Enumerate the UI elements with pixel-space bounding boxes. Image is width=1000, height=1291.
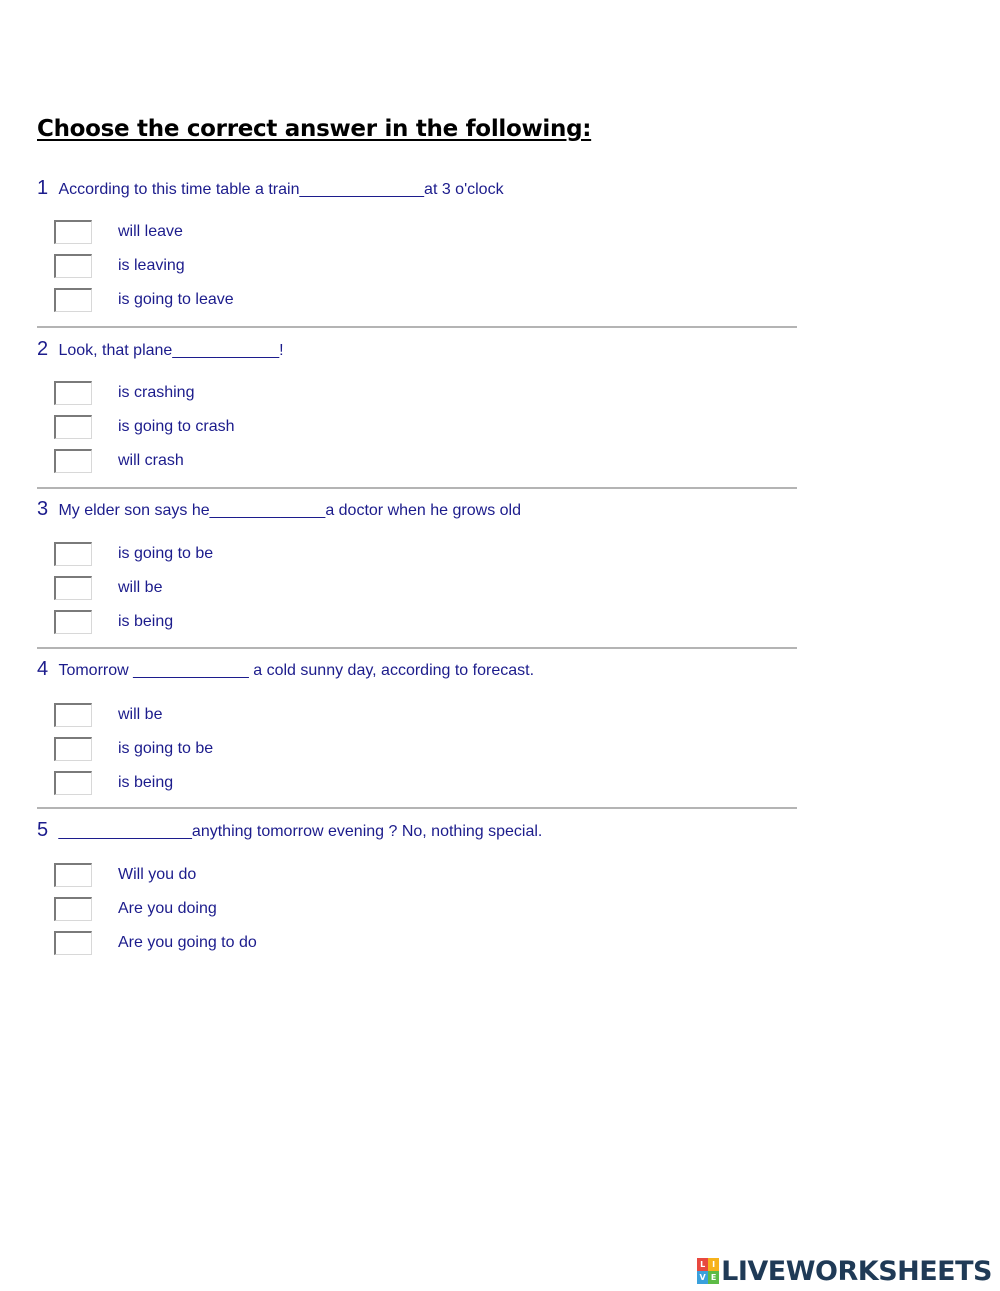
answer-option-label: is being: [118, 613, 174, 630]
answer-checkbox[interactable]: [54, 897, 92, 921]
liveworksheets-logo-icon: [697, 1258, 719, 1284]
answer-option-label: will leave: [118, 223, 183, 240]
answer-option[interactable]: [54, 381, 554, 409]
question-5: [37, 819, 797, 980]
answer-checkbox[interactable]: [54, 254, 92, 278]
page-title: Choose the correct answer in the following:: [37, 116, 592, 142]
logo-tile: I: [708, 1258, 719, 1271]
answer-option[interactable]: [54, 542, 554, 570]
brand-footer: [697, 1256, 992, 1286]
question-1: [37, 177, 797, 338]
question-4: [37, 658, 797, 819]
answer-option[interactable]: [54, 288, 554, 316]
question-text: According to this time table a train______________at 3 o'clock: [58, 181, 504, 198]
answer-option-label: is being: [118, 774, 174, 791]
question-number: 4: [37, 658, 49, 680]
answer-option-label: is crashing: [118, 384, 195, 401]
logo-tile: L: [697, 1258, 708, 1271]
answer-checkbox[interactable]: [54, 415, 92, 439]
question-divider: [37, 647, 797, 649]
answer-checkbox[interactable]: [54, 288, 92, 312]
question-text: My elder son says he_____________a doctor when he grows old: [58, 502, 521, 519]
answer-option[interactable]: [54, 254, 554, 282]
question-divider: [37, 487, 797, 489]
answer-checkbox[interactable]: [54, 449, 92, 473]
question-number: 3: [37, 498, 49, 520]
logo-tile: V: [697, 1271, 708, 1284]
question-number: 5: [37, 819, 49, 841]
answer-checkbox[interactable]: [54, 771, 92, 795]
logo-tile: E: [708, 1271, 719, 1284]
answer-option[interactable]: [54, 771, 554, 799]
answer-option-label: Will you do: [118, 866, 197, 883]
answer-checkbox[interactable]: [54, 576, 92, 600]
answer-option[interactable]: [54, 931, 554, 959]
question-divider: [37, 807, 797, 809]
question-text: Look, that plane____________!: [58, 342, 284, 359]
answer-checkbox[interactable]: [54, 610, 92, 634]
question-prompt: [37, 819, 542, 842]
answer-option[interactable]: [54, 220, 554, 248]
question-prompt: [37, 498, 521, 521]
answer-option-label: is going to be: [118, 545, 214, 562]
question-prompt: [37, 177, 504, 200]
answer-option[interactable]: [54, 449, 554, 477]
answer-option-label: Are you doing: [118, 900, 217, 917]
question-divider: [37, 326, 797, 328]
question-prompt: [37, 338, 284, 361]
answer-checkbox[interactable]: [54, 931, 92, 955]
answer-option-label: is leaving: [118, 257, 185, 274]
answer-option[interactable]: [54, 576, 554, 604]
answer-option[interactable]: [54, 415, 554, 443]
question-number: 1: [37, 177, 49, 199]
answer-option-label: will crash: [118, 452, 184, 469]
question-2: [37, 338, 797, 499]
answer-option-label: is going to leave: [118, 291, 234, 308]
question-text: _______________anything tomorrow evening ? No, nothing special.: [58, 823, 543, 840]
question-3: [37, 498, 797, 659]
answer-option-label: is going to crash: [118, 418, 235, 435]
answer-option-label: will be: [118, 706, 163, 723]
question-text: Tomorrow _____________ a cold sunny day, according to forecast.: [58, 662, 535, 679]
answer-checkbox[interactable]: [54, 863, 92, 887]
answer-checkbox[interactable]: [54, 737, 92, 761]
answer-checkbox[interactable]: [54, 220, 92, 244]
answer-option-label: will be: [118, 579, 163, 596]
answer-option[interactable]: [54, 863, 554, 891]
question-number: 2: [37, 338, 49, 360]
answer-option[interactable]: [54, 703, 554, 731]
answer-option-label: is going to be: [118, 740, 214, 757]
answer-option[interactable]: [54, 897, 554, 925]
brand-name: LIVEWORKSHEETS: [721, 1255, 992, 1287]
answer-checkbox[interactable]: [54, 381, 92, 405]
answer-option[interactable]: [54, 610, 554, 638]
answer-option[interactable]: [54, 737, 554, 765]
answer-option-label: Are you going to do: [118, 934, 257, 951]
answer-checkbox[interactable]: [54, 542, 92, 566]
answer-checkbox[interactable]: [54, 703, 92, 727]
question-prompt: [37, 658, 534, 681]
